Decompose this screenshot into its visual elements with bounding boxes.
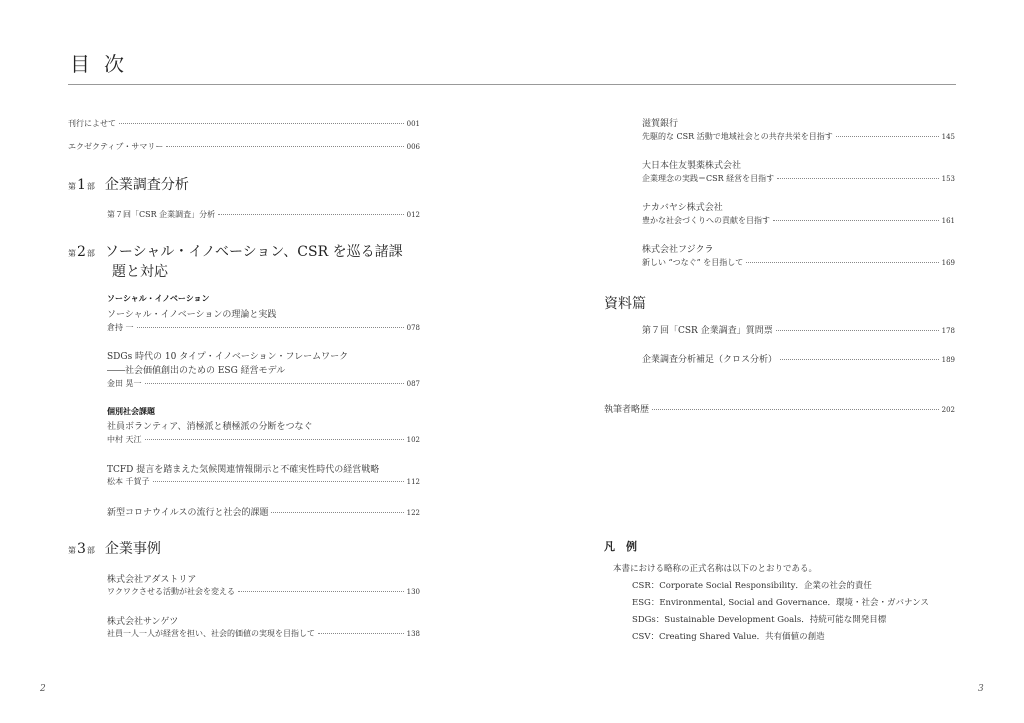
part-title: 企業事例 — [104, 541, 161, 557]
article-title: TCFD 提言を踏まえた気候関連情報開示と不確実性時代の経営戦略 — [107, 465, 380, 475]
toc-entry-summary[interactable] — [68, 141, 420, 152]
toc-entry-foreword[interactable] — [68, 118, 420, 129]
company-name: 株式会社フジクラ — [642, 245, 714, 255]
toc-label: 第７回「CSR 企業調査」分析 — [107, 210, 216, 219]
toc-entry-company-4[interactable] — [642, 173, 955, 184]
part-number: 3 — [77, 541, 86, 557]
toc-page: 145 — [941, 133, 955, 141]
company-desc: 社員一人一人が経営を担い、社会的価値の実現を目指して — [107, 629, 315, 638]
leader-dots — [836, 136, 939, 137]
toc-page: 189 — [941, 356, 955, 364]
shiryo-heading: 資料篇 — [604, 296, 646, 312]
page-title: 目次 — [70, 52, 138, 76]
toc-entry-questionnaire[interactable] — [642, 323, 955, 336]
leader-dots — [166, 146, 403, 147]
company-name: ナカバヤシ株式会社 — [642, 203, 723, 213]
article-title: SDGs 時代の 10 タイプ・イノベーション・フレームワーク — [107, 352, 349, 362]
toc-label: 第７回「CSR 企業調査」質問票 — [642, 326, 773, 336]
title-rule — [68, 84, 956, 85]
toc-entry-company-3[interactable] — [642, 131, 955, 142]
toc-page: 112 — [406, 478, 420, 486]
company-desc: 企業理念の実践＝CSR 経営を目指す — [642, 174, 775, 183]
company-desc: 先駆的な CSR 活動で地域社会との共存共栄を目指す — [642, 132, 833, 141]
toc-page: 012 — [406, 211, 420, 219]
legend-intro: 本書における略称の正式名称は以下のとおりである。 — [613, 564, 818, 574]
legend-heading: 凡 例 — [604, 540, 637, 553]
leader-dots — [652, 409, 939, 410]
toc-page: 130 — [406, 588, 420, 596]
article-author: 中村 天江 — [107, 435, 142, 444]
article-author: 倉持 一 — [107, 323, 134, 332]
company-desc: 新しい “つなぐ” を目指して — [642, 258, 744, 267]
part3-heading — [68, 540, 161, 559]
page-number-left: 2 — [40, 684, 46, 694]
toc-entry-company-5[interactable] — [642, 215, 955, 226]
leader-dots — [145, 383, 404, 384]
toc-label: エクゼクティブ・サマリー — [68, 142, 164, 151]
toc-page: 087 — [406, 380, 420, 388]
company-name: 滋賀銀行 — [642, 119, 679, 129]
leader-dots — [137, 327, 404, 328]
toc-entry-article-2[interactable] — [107, 378, 420, 389]
leader-dots — [777, 178, 938, 179]
toc-page: 006 — [406, 143, 420, 151]
part-title: 企業調査分析 — [104, 177, 189, 193]
page-number-right: 3 — [978, 684, 984, 694]
leader-dots — [153, 481, 404, 482]
toc-entry-company-1[interactable] — [107, 586, 420, 597]
company-name: 株式会社アダストリア — [107, 575, 197, 585]
leader-dots — [780, 359, 939, 360]
part2-heading — [68, 243, 403, 262]
toc-page: 001 — [406, 120, 420, 128]
legend-item-csv: CSV：Creating Shared Value．共有価値の創造 — [632, 632, 825, 642]
article-title: 社員ボランティア、消極派と積極派の分断をつなぐ — [107, 422, 313, 432]
leader-dots — [119, 123, 404, 124]
leader-dots — [776, 330, 939, 331]
leader-dots — [318, 633, 404, 634]
toc-entry-authors[interactable] — [604, 402, 955, 415]
article-title: ソーシャル・イノベーションの理論と実践 — [107, 310, 277, 320]
toc-entry-article-3[interactable] — [107, 434, 420, 445]
article-title: 新型コロナウイルスの流行と社会的課題 — [107, 508, 269, 518]
subsection-heading-social-innovation: ソーシャル・イノベーション — [107, 293, 210, 303]
part-number: 2 — [77, 244, 86, 260]
company-desc: ワクワクさせる活動が社会を変える — [107, 587, 235, 596]
article-subtitle: ――社会価値創出のための ESG 経営モデル — [107, 366, 286, 376]
toc-entry-company-6[interactable] — [642, 257, 955, 268]
part-suffix: 部 — [86, 546, 95, 555]
article-author: 松本 千賀子 — [107, 477, 150, 486]
toc-label: 執筆者略歴 — [604, 405, 650, 415]
company-name: 大日本住友製薬株式会社 — [642, 161, 742, 171]
toc-entry-analysis[interactable] — [107, 209, 420, 220]
toc-page: 138 — [406, 630, 420, 638]
toc-page: 202 — [941, 406, 955, 414]
leader-dots — [773, 220, 939, 221]
toc-page: 161 — [941, 217, 955, 225]
toc-page: 102 — [406, 436, 420, 444]
part-prefix: 第 — [68, 249, 76, 258]
leader-dots — [238, 591, 404, 592]
leader-dots — [145, 439, 404, 440]
toc-page: 169 — [941, 259, 955, 267]
part-title-continued: 題と対応 — [112, 264, 168, 280]
toc-label: 企業調査分析補足（クロス分析） — [642, 355, 778, 365]
leader-dots — [271, 512, 403, 513]
legend-item-csr: CSR：Corporate Social Responsibility．企業の社会的責任 — [632, 581, 872, 591]
subsection-heading-social-issues: 個別社会課題 — [107, 406, 155, 416]
leader-dots — [218, 214, 403, 215]
company-desc: 豊かな社会づくりへの貢献を目指す — [642, 216, 770, 225]
leader-dots — [746, 262, 938, 263]
toc-page: 078 — [406, 324, 420, 332]
legend-item-sdgs: SDGs：Sustainable Development Goals．持続可能な開発目標 — [632, 615, 887, 625]
company-name: 株式会社サンゲツ — [107, 617, 179, 627]
toc-entry-article-5[interactable] — [107, 505, 420, 518]
part1-heading — [68, 176, 189, 195]
part-number: 1 — [77, 177, 86, 193]
toc-entry-article-1[interactable] — [107, 322, 420, 333]
part-suffix: 部 — [86, 182, 95, 191]
toc-entry-company-2[interactable] — [107, 628, 420, 639]
article-author: 金田 晃一 — [107, 379, 142, 388]
toc-page: 178 — [941, 327, 955, 335]
part-suffix: 部 — [86, 249, 95, 258]
part-prefix: 第 — [68, 546, 76, 555]
toc-page: 153 — [941, 175, 955, 183]
part-title: ソーシャル・イノベーション、CSR を巡る諸課 — [104, 244, 403, 260]
toc-label: 刊行によせて — [68, 119, 116, 128]
toc-entry-cross-analysis[interactable] — [642, 352, 955, 365]
toc-page: 122 — [406, 509, 420, 517]
part-prefix: 第 — [68, 182, 76, 191]
legend-item-esg: ESG：Environmental, Social and Governance．環境・社会・ガバナンス — [632, 598, 929, 608]
toc-entry-article-4[interactable] — [107, 476, 420, 487]
